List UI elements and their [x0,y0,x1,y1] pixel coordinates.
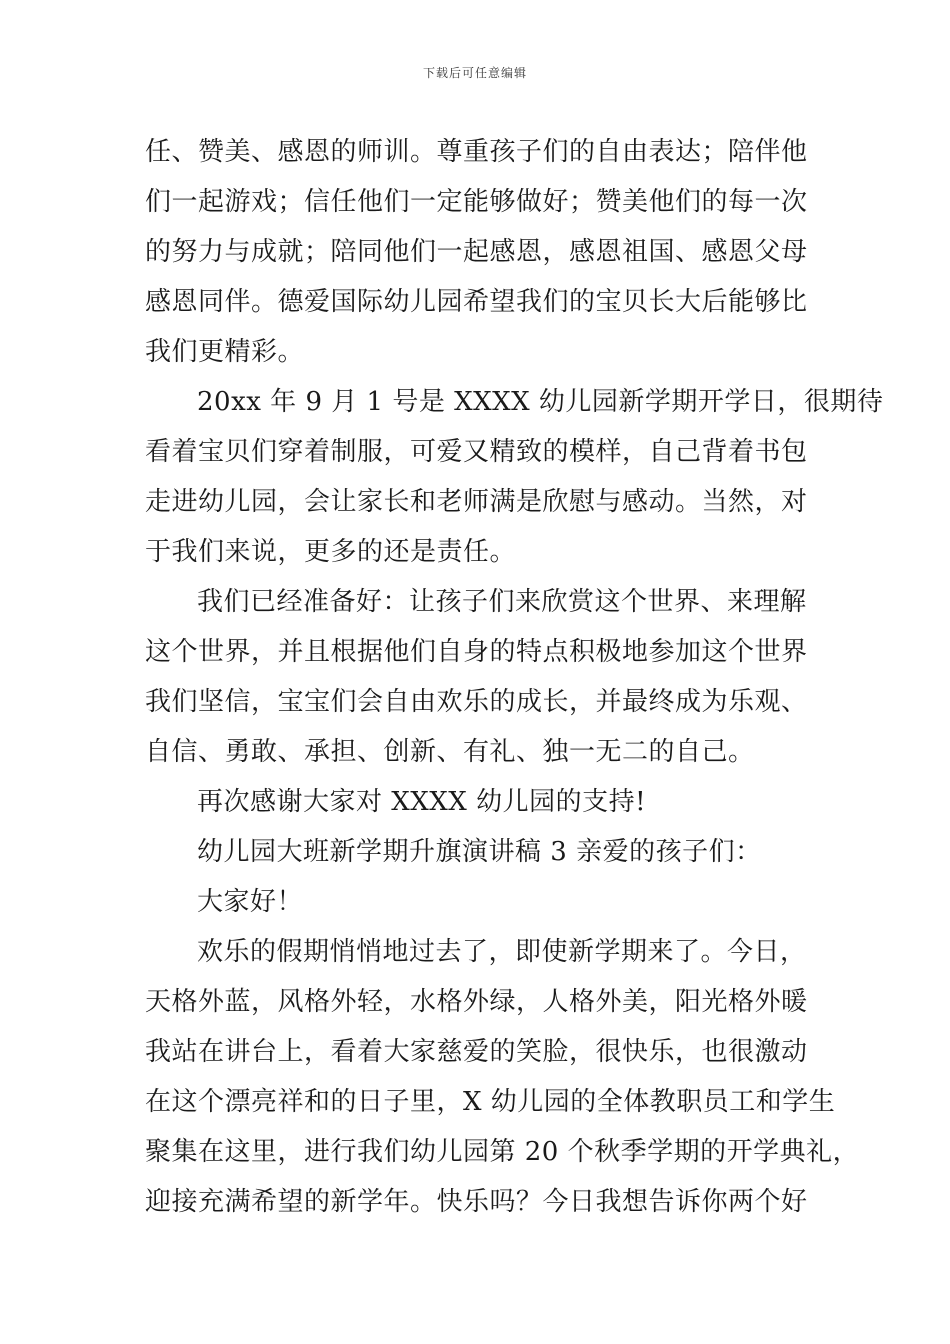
text-line: 我们已经准备好：让孩子们来欣赏这个世界、来理解 [197,587,807,617]
text-line: 于我们来说，更多的还是责任。 [145,537,517,567]
text-line: 自信、勇敢、承担、创新、有礼、独一无二的自己。 [145,737,755,767]
text-line: 欢乐的假期悄悄地过去了，即使新学期来了。今日， [197,937,807,967]
text-line: 看着宝贝们穿着制服，可爱又精致的模样，自己背着书包 [145,437,808,467]
text-line: 大家好！ [197,887,304,917]
text-line: 幼儿园大班新学期升旗演讲稿 3 亲爱的孩子们： [197,837,762,867]
text-line: 感恩同伴。德爱国际幼儿园希望我们的宝贝长大后能够比 [145,287,808,317]
text-line: 任、赞美、感恩的师训。尊重孩子们的自由表达；陪伴他 [145,137,808,167]
text-line: 聚集在这里，进行我们幼儿园第 20 个秋季学期的开学典礼， [145,1137,860,1167]
text-line: 我们更精彩。 [145,337,305,367]
page-header-note: 下载后可任意编辑 [422,66,527,80]
text-line: 的努力与成就；陪同他们一起感恩，感恩祖国、感恩父母 [145,237,808,267]
text-line: 在这个漂亮祥和的日子里，X 幼儿园的全体教职员工和学生 [145,1087,836,1117]
text-line: 我站在讲台上，看着大家慈爱的笑脸，很快乐，也很激动 [145,1037,808,1067]
text-line: 迎接充满希望的新学年。快乐吗？今日我想告诉你两个好 [145,1187,808,1217]
document-body [145,127,884,1227]
text-line: 这个世界，并且根据他们自身的特点积极地参加这个世界 [145,637,808,667]
text-line: 们一起游戏；信任他们一定能够做好；赞美他们的每一次 [145,187,808,217]
text-line: 走进幼儿园，会让家长和老师满是欣慰与感动。当然，对 [145,487,808,517]
text-line: 天格外蓝，风格外轻，水格外绿，人格外美，阳光格外暖 [145,987,808,1017]
text-line: 20xx 年 9 月 1 号是 XXXX 幼儿园新学期开学日，很期待 [197,387,884,417]
text-line: 我们坚信，宝宝们会自由欢乐的成长，并最终成为乐观、 [145,687,808,717]
text-line: 再次感谢大家对 XXXX 幼儿园的支持! [197,787,647,817]
